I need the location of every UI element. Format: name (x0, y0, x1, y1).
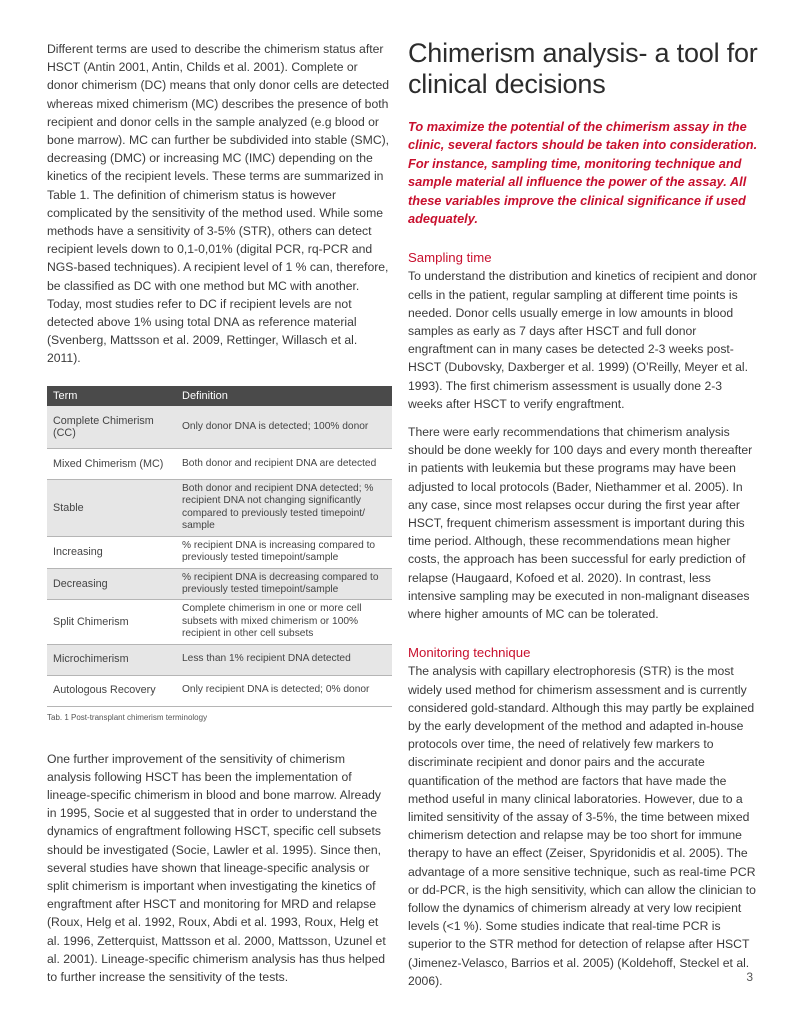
table-cell-definition: Both donor and recipient DNA are detected (176, 449, 392, 480)
table-cell-term: Decreasing (47, 568, 176, 600)
table-header-definition: Definition (176, 386, 392, 406)
right-column (408, 38, 758, 990)
table-row (47, 406, 392, 449)
table-caption: Tab. 1 Post-transplant chimerism terminology (47, 712, 208, 722)
table-cell-definition: Both donor and recipient DNA detected; % recipient DNA not changing significantly compared to previously tested timepoint/ sample (176, 480, 392, 537)
table-cell-term: Mixed Chimerism (MC) (47, 449, 176, 480)
lead-paragraph: To maximize the potential of the chimerism assay in the clinic, several factors should be taken into consideration. For instance, sampling time, monitoring technique and sample material all influence the power of the assay. All these variables improve the clinical significance if used adequately. (408, 119, 758, 227)
table-cell-definition: % recipient DNA is increasing compared to previously tested timepoint/sample (176, 536, 392, 568)
table-cell-definition: % recipient DNA is decreasing compared to previously tested timepoint/sample (176, 568, 392, 600)
table-row (47, 644, 392, 675)
table-header-term: Term (47, 386, 176, 406)
table-header-row (47, 386, 392, 406)
left-column (47, 40, 392, 986)
page-title: Chimerism analysis- a tool for clinical decisions (408, 38, 758, 99)
page-number: 3 (746, 970, 753, 984)
table-row (47, 449, 392, 480)
table-cell-term: Stable (47, 480, 176, 537)
section-heading-sampling: Sampling time (408, 250, 492, 266)
monitoring-paragraph: The analysis with capillary electrophoresis (STR) is the most widely used method for chimerism assessment and is currently considered gold-standard. Although this may partly be explained by the early development of the method and adapted in-house protocols over time, the need of relatively few markers to discriminate recipient and donor pairs and the accurate quantification of the method are factors that have made the method useful in many clinical laboratories. However, due to a limited sensitivity of the assay of 3-5%, the time between mixed chimerism detection and relapse may be too short for immune therapy to have an effect (Zeiser, Spyridonidis et al. 2005). The advantage of a more sensitive technique, such as real-time PCR or dd-PCR, is the high sensitivity, which can allow the clinician to follow the dynamics of chimerism already at very low recipient levels (<1 %). Some studies indicate that real-time PCR is superior to the STR method for detection of relapse after HSCT (Jimenez-Velasco, Barrios et al. 2005) (Koldehoff, Steckel et al. 2006). (408, 664, 756, 988)
table-cell-term: Split Chimerism (47, 600, 176, 644)
table-cell-definition: Complete chimerism in one or more cell subsets with mixed chimerism or 100% recipient in other cell subsets (176, 600, 392, 644)
section-heading-monitoring: Monitoring technique (408, 645, 531, 661)
lineage-paragraph: One further improvement of the sensitivity of chimerism analysis following HSCT has been the implementation of lineage-specific chimerism in blood and bone marrow. Already in 1995, Socie et al suggested that in order to understand the dynamics of engraftment following HSCT, specific cell subsets should be investigated (Socie, Lawler et al. 1995). Since then, several studies have shown that lineage-specific analysis or split chimerism is important when investigating the kinetics of engraftment after HSCT and monitoring for MRD and relapse (Roux, Helg et al. 1992, Roux, Abdi et al. 1993, Roux, Helg et al. 1996, Zetterquist, Mattsson et al. 2000, Mattsson, Uzunel et al. 2001). Lineage-specific chimerism analysis has thus helped to further increase the sensitivity of the tests. (47, 751, 386, 984)
table-cell-definition: Only donor DNA is detected; 100% donor (176, 406, 392, 449)
intro-paragraph: Different terms are used to describe the chimerism status after HSCT (Antin 2001, Antin, Childs et al. 2001). Complete or donor chimerism (DC) means that only donor cells are detected whereas mixed chimerism (MC) describes the presence of both recipient and donor cells in the sample analyzed (e.g blood or bone marrow). MC can further be subdivided into stable (SMC), decreasing (DMC) or increasing MC (IMC) depending on the kinetics of the recipient levels. These terms are summarized in Table 1. The definition of chimerism status is however complicated by the sensitivity of the method used. While some methods have a sensitivity of 3-5% (STR), others can detect recipient levels down to 0,1-0,01% (digital PCR, rq-PCR and NGS-based techniques). A recipient level of 1 % can, therefore, be classified as DC with one method but MC with another. Today, most studies refer to DC if recipient levels are not detected above 1% using total DNA as reference material (Svenberg, Mattsson et al. 2009, Rettinger, Willasch et al. 2011). (47, 42, 390, 366)
table-cell-definition: Only recipient DNA is detected; 0% donor (176, 675, 392, 706)
sampling-paragraph-1: To understand the distribution and kinetics of recipient and donor cells in the patient, regular sampling at different time points is needed. Donor cells usually emerge in low amounts in blood samples as early as 7 days after HSCT and full donor engraftment can in many cases be detected 2-3 weeks post-HSCT (Dubovsky, Daxberger et al. 1999) (O’Reilly, Meyer et al. 1993). The first chimerism assessment is usually done 2-3 weeks after HSCT to verify engraftment. (408, 269, 757, 411)
table-row (47, 536, 392, 568)
table-cell-term: Autologous Recovery (47, 675, 176, 706)
table-cell-term: Complete Chimerism (CC) (47, 406, 176, 449)
table-row (47, 675, 392, 706)
table-row (47, 480, 392, 537)
table-cell-term: Microchimerism (47, 644, 176, 675)
table-cell-term: Increasing (47, 536, 176, 568)
chimerism-terminology-table (47, 386, 392, 707)
table-row (47, 568, 392, 600)
table-row (47, 600, 392, 644)
sampling-paragraph-2: There were early recommendations that chimerism analysis should be done weekly for 100 days and every month thereafter in patients with leukemia but these programs may have been adjusted to local protocols (Bader, Niethammer et al. 2005). In any case, since most relapses occur during the first year after HSCT, frequent chimerism assessment is important during this time period. Although, these recommendations mean higher costs, the approach has been successful for early prediction of relapse (Haugaard, Kofoed et al. 2020). In contrast, less intensive sampling may be executed in non-malignant diseases where higher amounts of MC can be tolerated. (408, 425, 753, 622)
table-cell-definition: Less than 1% recipient DNA detected (176, 644, 392, 675)
